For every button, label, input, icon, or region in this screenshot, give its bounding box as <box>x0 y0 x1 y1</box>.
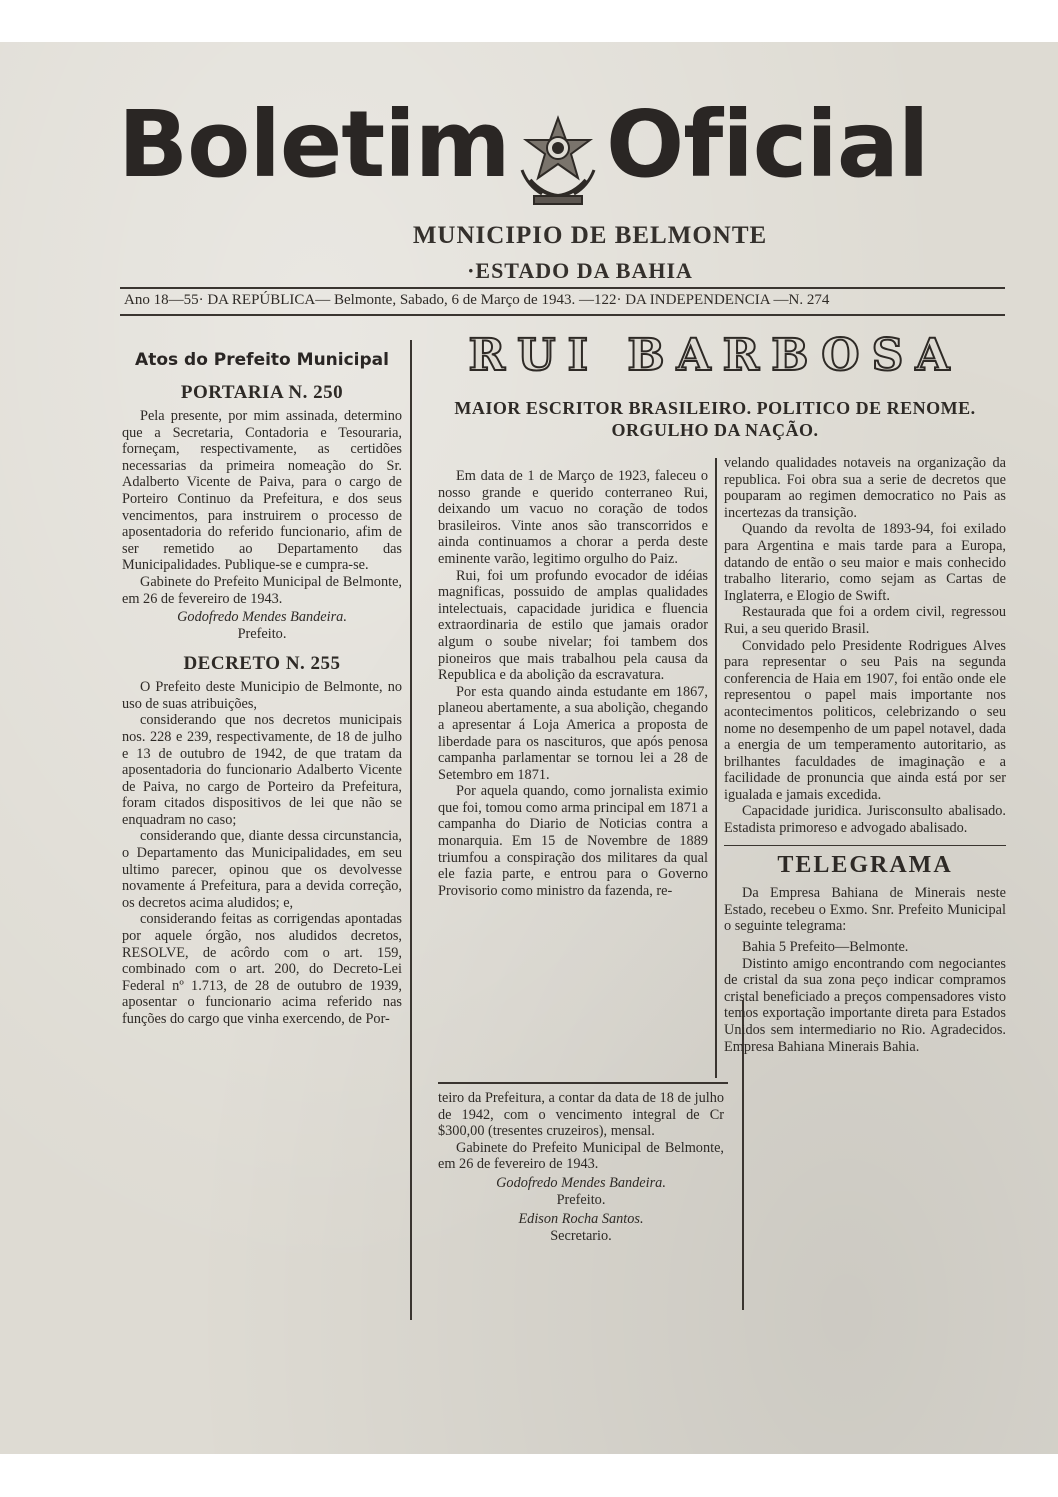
column-rui-part-1 <box>438 468 708 899</box>
column-atos-prefeito <box>122 350 402 1028</box>
rui-barbosa-subtitle: MAIOR ESCRITOR BRASILEIRO. POLITICO DE RENOME. ORGULHO DA NAÇÃO. <box>454 398 976 440</box>
decreto-continuation <box>438 1090 724 1245</box>
decreto-tail-paragraph: Gabinete do Prefeito Municipal de Belmonte, em 26 de fevereiro de 1943. <box>438 1139 724 1173</box>
decreto-paragraph: considerando feitas as corrigendas apontadas por aquele órgão, nos aludidos decretos, RESOLVE, de acôrdo com o art. 159, combinado com o art. 200, do Decreto-Lei Federal nº 1.713, de 28 de outubro de 1939, aposentar o funcionario acima referido nas funções do cargo que vinha exercendo, de Por- <box>122 911 402 1027</box>
telegrama-intro: Da Empresa Bahiana de Minerais neste Estado, recebeu o Exmo. Snr. Prefeito Municipal o seguinte telegrama: <box>724 885 1006 935</box>
rui-barbosa-header <box>420 330 1010 441</box>
rui-paragraph: velando qualidades notaveis na organização da republica. Foi obra sua a serie de decretos que pouparam ao regimen democratico no Pais as incertezas da transição. <box>724 455 1006 521</box>
decreto-secretary: Edison Rocha Santos. <box>518 1210 644 1227</box>
masthead-rule-bottom <box>120 314 1005 316</box>
masthead-rule-top <box>120 287 1005 289</box>
masthead-subtitle-municipio: MUNICIPIO DE BELMONTE <box>412 222 768 249</box>
article-end-rule <box>438 1082 728 1084</box>
rui-paragraph: Quando da revolta de 1893-94, foi exilado para Argentina e mais tarde para a Europa, datando de então o seu maior e mais conhecido trabalho literario, como sejam as Cartas de Inglaterra, e Elogio de Swift. <box>724 521 1006 604</box>
masthead-subtitle-estado: ·ESTADO DA BAHIA <box>467 258 693 283</box>
rui-paragraph: Capacidade juridica. Jurisconsulto abalisado. Estadista primoreso e advogado abalisado. <box>724 803 1006 837</box>
decreto-signature-title: Prefeito. <box>556 1191 606 1208</box>
rui-paragraph: Por esta quando ainda estudante em 1867, planeou abertamente, a sua abolição, chegando a apresentar á Loja America a proposta de liberdade para os nascituros, que após penosa campanha parlamentar se tornou lei a 28 de Setembro em 1871. <box>438 683 708 783</box>
masthead-title-left: Boletim <box>118 91 510 198</box>
decreto-secretary-title: Secretario. <box>550 1227 612 1244</box>
decreto-title: DECRETO N. 255 <box>183 653 341 675</box>
decreto-paragraph: considerando que nos decretos municipais nos. 228 e 239, respectivamente, de 18 de julho e 13 de outubro de 1942, de que tratam da aposentadoria do funcionario Adalberto Vicente de Paiva, no cargo de Porteiro da Prefeitura, foram citados dispositivos de lei que não se enquadram no caso; <box>122 712 402 828</box>
portaria-paragraph: Gabinete do Prefeito Municipal de Belmonte, em 26 de fevereiro de 1943. <box>122 573 402 607</box>
section-title-atos: Atos do Prefeito Municipal <box>135 350 389 370</box>
rui-paragraph: Restaurada que foi a ordem civil, regressou Rui, a seu querido Brasil. <box>724 604 1006 637</box>
rui-paragraph: Convidado pelo Presidente Rodrigues Alves para representar o seu Pais na segunda conferencia de Haia em 1907, foi então onde ele representou o papel mais importante nos acontecimentos politicos, celebrizando o seu nome no desempenho de um papel notavel, dada a energia de um temperamento autoritario, as brilhantes faculdades de imaginação e a facilidade de pronuncia que ainda está por ser igualada e jamais excedida. <box>724 637 1006 803</box>
portaria-paragraph: Pela presente, por mim assinada, determino que a Secretaria, Contadoria e Tesouraria, forneçam, respectivamente, as certidões necessarias da primeira nomeação do Sr. Adalberto Vicente de Paiva, para o cargo de Porteiro Continuo da Prefeitura, e dos seus vencimentos, para instruirem o processo de aposentadoria do referido funcionario, afim de ser remetido ao Departamento das Municipalidades. Publique-se e cumpra-se. <box>122 408 402 574</box>
rui-barbosa-title: RUI BARBOSA <box>468 330 962 381</box>
column-rui-part-2 <box>724 455 1006 1055</box>
decreto-tail-paragraph: teiro da Prefeitura, a contar da data de 18 de julho de 1942, com o vencimento integral de Cr $300,00 (tresentes cruzeiros), mensal. <box>438 1090 724 1140</box>
portaria-signature-title: Prefeito. <box>237 626 287 643</box>
coat-of-arms-icon <box>512 110 604 210</box>
column-divider-1 <box>410 340 412 1320</box>
rui-paragraph: Em data de 1 de Março de 1923, faleceu o nosso grande e querido conterraneo Rui, deixando um vacuo no coração de todos brasileiros. Vinte anos são transcorridos e ainda continuamos a chorar a perda deste eminente varão, legitimo orgulho do Paiz. <box>438 468 708 567</box>
dateline: Ano 18—55· DA REPÚBLICA— Belmonte, Sabado, 6 de Março de 1943. —122· DA INDEPENDENCIA —N. 274 <box>124 292 830 308</box>
portaria-title: PORTARIA N. 250 <box>180 382 344 403</box>
column-divider-2 <box>715 458 717 1078</box>
telegrama-header: Bahia 5 Prefeito—Belmonte. <box>742 938 909 955</box>
decreto-paragraph: O Prefeito deste Municipio de Belmonte, no uso de suas atribuições, <box>122 679 402 712</box>
masthead-title-right: Oficial <box>606 91 929 198</box>
telegrama-body: Distinto amigo encontrando com negociantes de cristal da sua zona peço indicar compramos cristal beneficiado a preços compensadores visto temos exportação importante direta para Estados Unidos sem intermediario no Rio. Agradecidos. Empresa Bahiana Minerais Bahia. <box>724 955 1006 1055</box>
rui-paragraph: Por aquela quando, como jornalista eximio que foi, tomou como arma principal em 1871 a campanha do Diario de Noticias contra a monarquia. Em 15 de Novembre de 1889 triumfou a conspiração dos militares da qual ele fazia parte, e entrou para o Governo Provisorio como ministro da fazenda, re- <box>438 783 708 899</box>
telegrama-title: TELEGRAMA <box>777 852 953 879</box>
rui-paragraph: Rui, foi um profundo evocador de idéias magnificas, possuido de amplas qualidades intelectuais, capacidade juridica e fluencia extraordinaria de estilo que jamais orador algum o soube nivelar; foi tambem dos pioneiros que mais trabalhou pela causa da Republica e da abolição da escravatura. <box>438 567 708 684</box>
portaria-signature: Godofredo Mendes Bandeira. <box>177 609 347 626</box>
telegrama-rule <box>724 845 1006 847</box>
decreto-signature: Godofredo Mendes Bandeira. <box>496 1174 666 1191</box>
decreto-paragraph: considerando que, diante dessa circunstancia, o Departamento das Municipalidades, em seu ultimo parecer, opinou que os devolvesse novamente á Prefeitura, para a devida correção, os decretos acima aludidos; e, <box>122 828 402 911</box>
